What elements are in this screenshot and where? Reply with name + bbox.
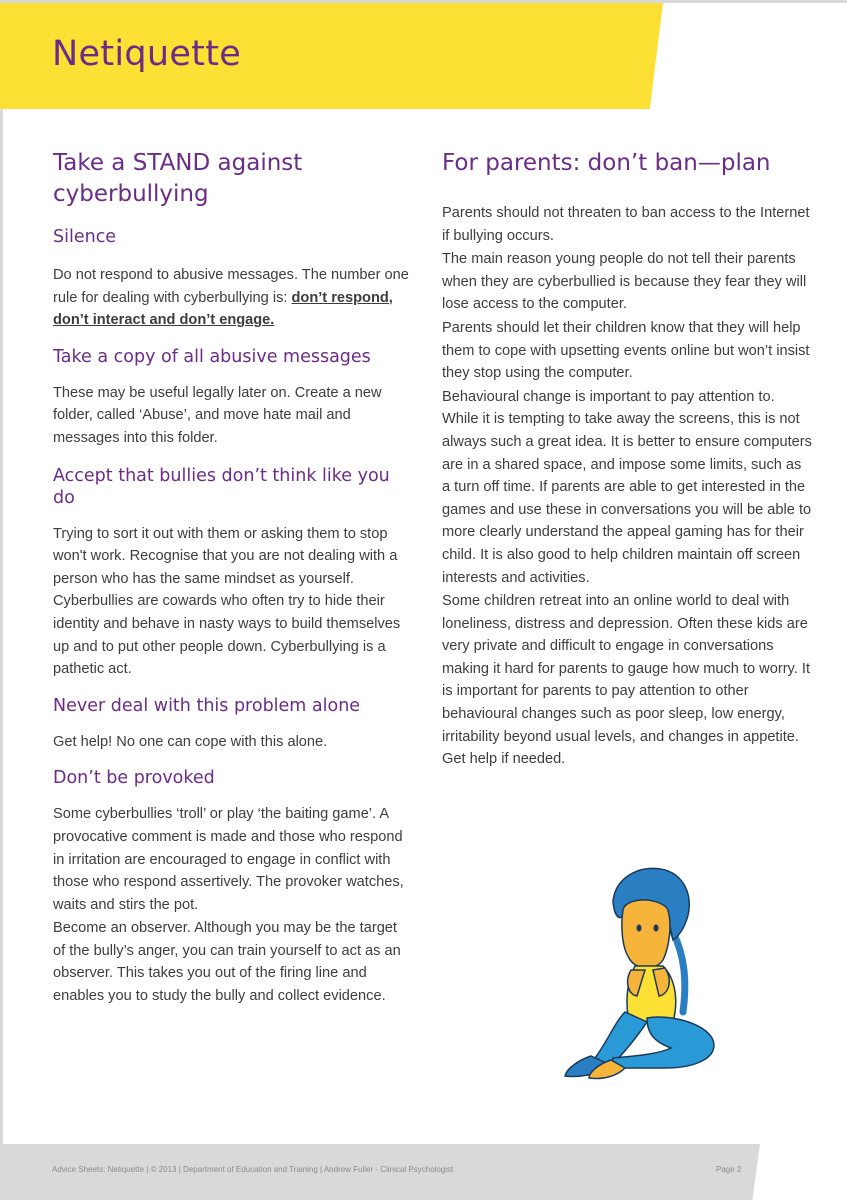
page-title: Netiquette	[52, 34, 242, 74]
silence-text-main: Do not respond to abusive messages. The number one rule for dealing with cyberbullying is:	[53, 267, 409, 306]
never-heading: Never deal with this problem alone	[53, 695, 361, 716]
provoked-text-2: Become an observer. Although you may be the target of the bully’s anger, you can train yourself to act as an observer. This takes you out of the firing line and enables you to study the bully and collect evidence.	[53, 920, 401, 1005]
never-text: Get help! No one can cope with this alone.	[53, 733, 328, 750]
provoked-text-1: Some cyberbullies ‘troll’ or play ‘the baiting game’. A provocative comment is made and those who respond in irritation are encouraged to engage in conflict with those who respond assertively. The provoker watches, waits and stirs the pot.	[53, 806, 404, 913]
sitting-girl-illustration	[555, 862, 725, 1087]
copy-text: These may be useful legally later on. Create a new folder, called ‘Abuse’, and move hate mail and messages into this folder.	[53, 384, 382, 446]
page-edge-left	[0, 0, 3, 1200]
parents-paragraph-4: Behavioural change is important to pay attention to. While it is tempting to take away the screens, this is not always such a great idea. It is better to ensure computers are in a shared space, and impose some limits, such as a turn off time. If parents are able to get interested in the games and use these in conversations you will be able to more clearly understand the appeal gaming has for their child. It is also good to help children maintain off screen interests and activities.	[442, 388, 812, 586]
accept-text: Trying to sort it out with them or asking them to stop won't work. Recognise that you are not dealing with a person who has the same mindset as yourself. Cyberbullies are cowards who often try to hide their identity and behave in nasty ways to build themselves up and to put other people down. Cyberbullying is a pathetic act.	[53, 525, 401, 678]
silence-text-emphasis: don’t respond, don’t interact and don’t engage.	[53, 289, 393, 329]
footer-credits: Advice Sheets: Netiquette | © 2013 | Department of Education and Training | Andrew Fuller - Clinical Psychologist	[52, 1165, 454, 1174]
copy-heading: Take a copy of all abusive messages	[53, 346, 371, 367]
right-column	[442, 148, 812, 771]
provoked-heading: Don’t be provoked	[53, 768, 215, 789]
silence-text	[53, 264, 413, 332]
left-heading: Take a STAND against cyberbullying	[53, 150, 303, 207]
left-column	[53, 148, 413, 1008]
page-number: Page 2	[716, 1165, 742, 1174]
silence-heading: Silence	[53, 227, 117, 247]
parents-paragraph-2: The main reason young people do not tell their parents when they are cyberbullied is because they fear they will lose access to the computer.	[442, 251, 807, 313]
accept-heading: Accept that bullies don’t think like you do	[53, 465, 390, 508]
parents-paragraph-5: Some children retreat into an online world to deal with loneliness, distress and depression. Often these kids are very private and difficult to engage in conversations making it hard for parents to gauge how much to worry. It is important for parents to pay attention to other behavioural changes such as poor sleep, low energy, irritability beyond usual levels, and changes in appetite. Get help if needed.	[442, 593, 810, 768]
page-edge-top	[0, 0, 847, 3]
parents-paragraph-3: Parents should let their children know that they will help them to cope with upsetting events online but won’t insist they stop using the computer.	[442, 319, 810, 382]
parents-paragraph-1: Parents should not threaten to ban access to the Internet if bullying occurs.	[442, 205, 810, 244]
right-heading: For parents: don’t ban—plan	[442, 150, 771, 176]
